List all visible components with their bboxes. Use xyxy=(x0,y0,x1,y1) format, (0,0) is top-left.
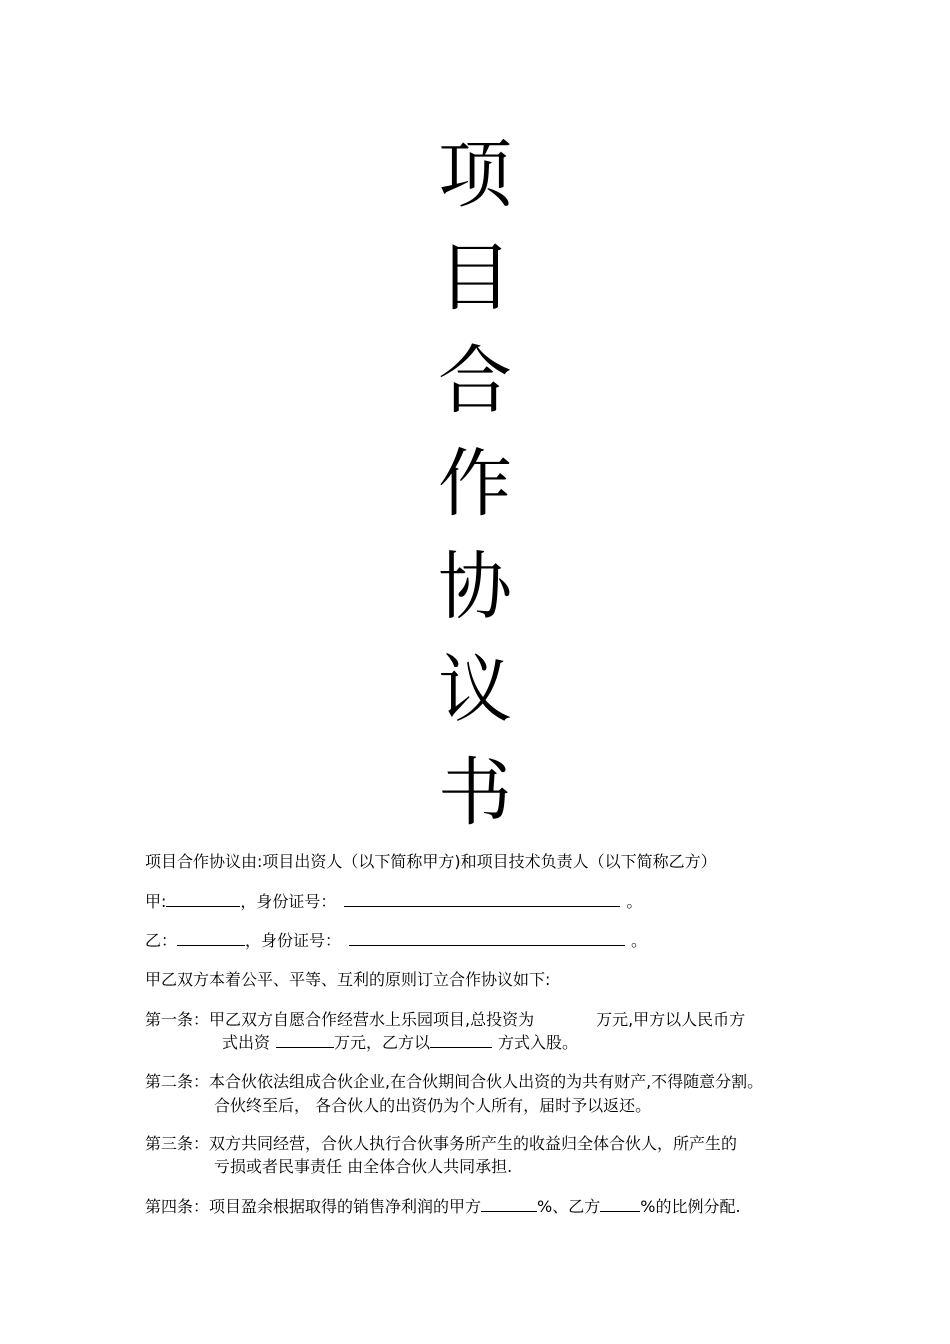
title-char: 议 xyxy=(438,647,512,733)
title-char: 书 xyxy=(438,750,512,836)
party-a-line xyxy=(145,892,642,912)
title-char: 合 xyxy=(438,338,512,424)
party-b-name-blank[interactable] xyxy=(177,931,245,946)
title-char: 作 xyxy=(438,441,512,527)
party-a-label: 甲: xyxy=(145,892,167,911)
article-1-text: 式出资 xyxy=(222,1033,271,1052)
party-b-end: 。 xyxy=(631,931,648,950)
article-4-party-b-percent-blank[interactable] xyxy=(600,1197,640,1212)
article-2-line-2: 合伙终至后， 各合伙人的出资仍为个人所有，届时予以返还。 xyxy=(214,1096,652,1115)
party-a-end: 。 xyxy=(626,892,643,911)
party-b-id-label: ，身份证号： xyxy=(245,931,342,950)
party-b-line xyxy=(145,931,647,951)
article-1-party-a-amount-blank[interactable] xyxy=(276,1033,334,1048)
article-1-line-1 xyxy=(145,1010,745,1030)
intro-paragraph: 项目合作协议由:项目出资人（以下简称甲方)和项目技术负责人（以下简称乙方） xyxy=(145,852,717,871)
article-1-text: 第一条：甲乙双方自愿合作经营水上乐园项目,总投资为 xyxy=(145,1010,535,1029)
article-1-party-b-method-blank[interactable] xyxy=(430,1033,492,1048)
article-4-line xyxy=(145,1197,741,1217)
party-a-id-blank[interactable] xyxy=(344,892,620,907)
title-char: 协 xyxy=(438,544,512,630)
article-4-text: %、乙方 xyxy=(537,1197,601,1216)
article-1-text: 方式入股。 xyxy=(498,1033,579,1052)
title-char: 项 xyxy=(438,132,512,218)
party-b-label: 乙： xyxy=(145,931,178,950)
article-4-text: 第四条：项目盈余根据取得的销售净利润的甲方 xyxy=(145,1197,482,1216)
article-4-text: %的比例分配. xyxy=(640,1197,741,1216)
article-3-line-2: 亏损或者民事责任 由全体合伙人共同承担. xyxy=(214,1157,513,1176)
title-char: 目 xyxy=(438,235,512,321)
principle-paragraph: 甲乙双方本着公平、平等、互利的原则订立合作协议如下: xyxy=(145,970,551,989)
article-1-text: 万元,甲方以人民币方 xyxy=(596,1010,746,1029)
article-2-line-1: 第二条：本合伙依法组成合伙企业,在合伙期间合伙人出资的为共有财产,不得随意分割。 xyxy=(145,1072,764,1091)
article-1-line-2 xyxy=(222,1033,578,1053)
article-3-line-1: 第三条：双方共同经营，合伙人执行合伙事务所产生的收益归全体合伙人，所产生的 xyxy=(145,1134,738,1153)
article-1-text: 万元，乙方以 xyxy=(334,1033,431,1052)
party-a-name-blank[interactable] xyxy=(166,892,240,907)
article-4-party-a-percent-blank[interactable] xyxy=(481,1197,537,1212)
party-b-id-blank[interactable] xyxy=(349,931,625,946)
party-a-id-label: ，身份证号： xyxy=(240,892,337,911)
